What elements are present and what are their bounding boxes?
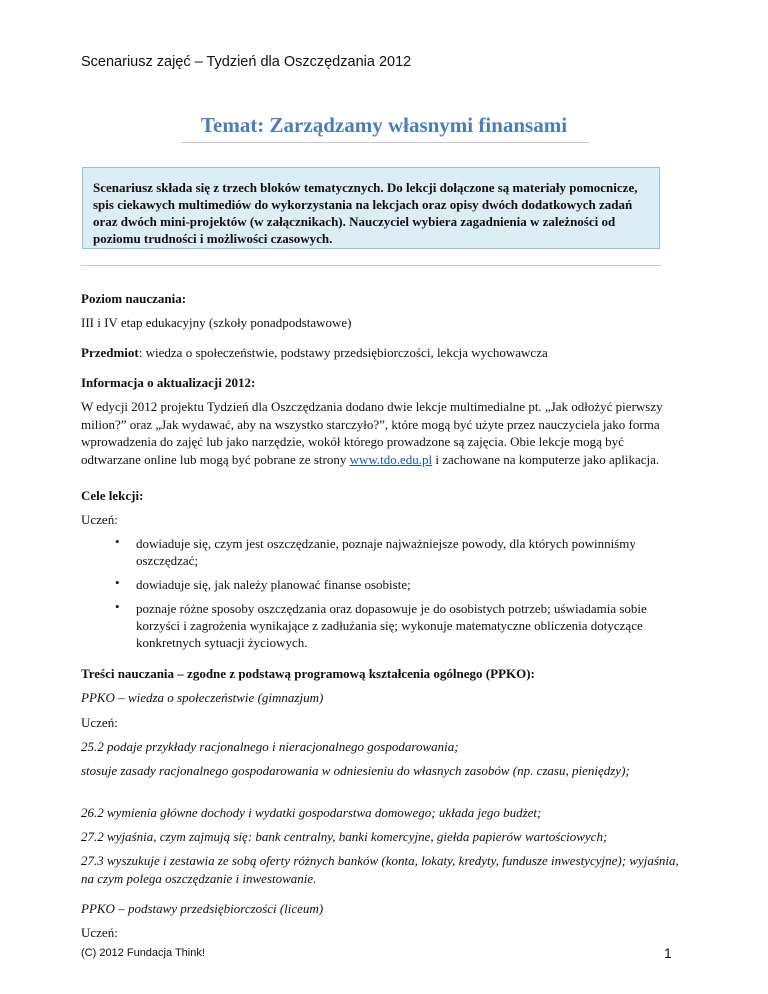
footer-copyright: (C) 2012 Fundacja Think! <box>81 947 205 959</box>
intro-callout-box <box>82 167 660 249</box>
content-item: stosuje zasady racjonalnego gospodarowania w odniesieniu do własnych zasobów (np. czasu, pieniędzy); <box>81 763 630 778</box>
update-paragraph <box>81 398 679 468</box>
content-item: 25.2 podaje przykłady racjonalnego i nieracjonalnego gospodarowania; <box>81 739 459 754</box>
level-text: III i IV etap edukacyjny (szkoły ponadpodstawowe) <box>81 315 352 330</box>
title-divider <box>181 142 589 143</box>
bullet-icon: • <box>115 575 120 590</box>
goals-heading: Cele lekcji: <box>81 488 144 503</box>
section-divider <box>81 265 661 266</box>
page-header: Scenariusz zajęć – Tydzień dla Oszczędzania 2012 <box>81 54 412 70</box>
page-number: 1 <box>664 945 672 961</box>
content-student-label: Uczeń: <box>81 715 118 730</box>
update-heading: Informacja o aktualizacji 2012: <box>81 375 256 390</box>
level-heading: Poziom nauczania: <box>81 291 187 306</box>
content-item: 27.2 wyjaśnia, czym zajmują się: bank centralny, banki komercyjne, giełda papierów wartościowych; <box>81 829 608 844</box>
content-subheading-wos: PPKO – wiedza o społeczeństwie (gimnazjum) <box>81 690 324 705</box>
update-text: W edycji 2012 projektu Tydzień dla Oszczędzania dodano dwie lekcje multimedialne pt. „Jak odłożyć pierwszy milion?” oraz „Jak wydawać, aby na wszystko starczyło?”, które mogą być użyte przez nauczyciela jako forma wprowadzenia do zajęć lub jako narzędzie, wokół którego prowadzone są zajęcia. Obie lekcje mogą być odtwarzane online lub mogą być pobrane ze strony <box>81 399 663 467</box>
bullet-icon: • <box>115 534 120 549</box>
subject-line <box>81 344 681 362</box>
content-item: 27.3 wyszukuje i zestawia ze sobą oferty różnych banków (konta, lokaty, kredyty, fundusze inwestycyjne); wyjaśnia, na czym polega oszczędzanie i inwestowanie. <box>81 853 679 886</box>
update-text-end: i zachowane na komputerze jako aplikacja. <box>432 451 660 467</box>
goal-item: dowiaduje się, czym jest oszczędzanie, poznaje najważniejsze powody, dla których powinniśmy oszczędzać; <box>136 536 636 568</box>
goal-item: dowiaduje się, jak należy planować finanse osobiste; <box>136 577 411 592</box>
bullet-icon: • <box>115 599 120 614</box>
goal-item: poznaje różne sposoby oszczędzania oraz dopasowuje je do osobistych potrzeb; uświadamia sobie korzyści i zagrożenia wynikające z zadłużania się; wykonuje matematyczne obliczenia dotyczące konkretnych sytuacji życiowych. <box>136 601 647 650</box>
document-title: Temat: Zarządzamy własnymi finansami <box>200 113 568 137</box>
content-subheading-pp: PPKO – podstawy przedsiębiorczości (liceum) <box>81 901 324 916</box>
subject-heading: Przedmiot <box>81 345 139 360</box>
subject-text: : wiedza o społeczeństwie, podstawy przedsiębiorczości, lekcja wychowawcza <box>138 345 548 360</box>
content-student-label-2: Uczeń: <box>81 925 118 940</box>
content-heading: Treści nauczania – zgodne z podstawą programową kształcenia ogólnego (PPKO): <box>81 666 535 681</box>
content-item: 26.2 wymienia główne dochody i wydatki gospodarstwa domowego; układa jego budżet; <box>81 805 542 820</box>
tdo-website-link[interactable]: www.tdo.edu.pl <box>349 451 433 467</box>
goals-student-label: Uczeń: <box>81 512 118 527</box>
intro-text: Scenariusz składa się z trzech bloków tematycznych. Do lekcji dołączone są materiały pomocnicze, spis ciekawych multimediów do wykorzystania na lekcjach oraz opisy dwóch dodatkowych zadań oraz dwóch mini-projektów (w załącznikach). Nauczyciel wybiera zagadnienia w zależności od poziomu trudności i możliwości czasowych. <box>93 180 638 246</box>
